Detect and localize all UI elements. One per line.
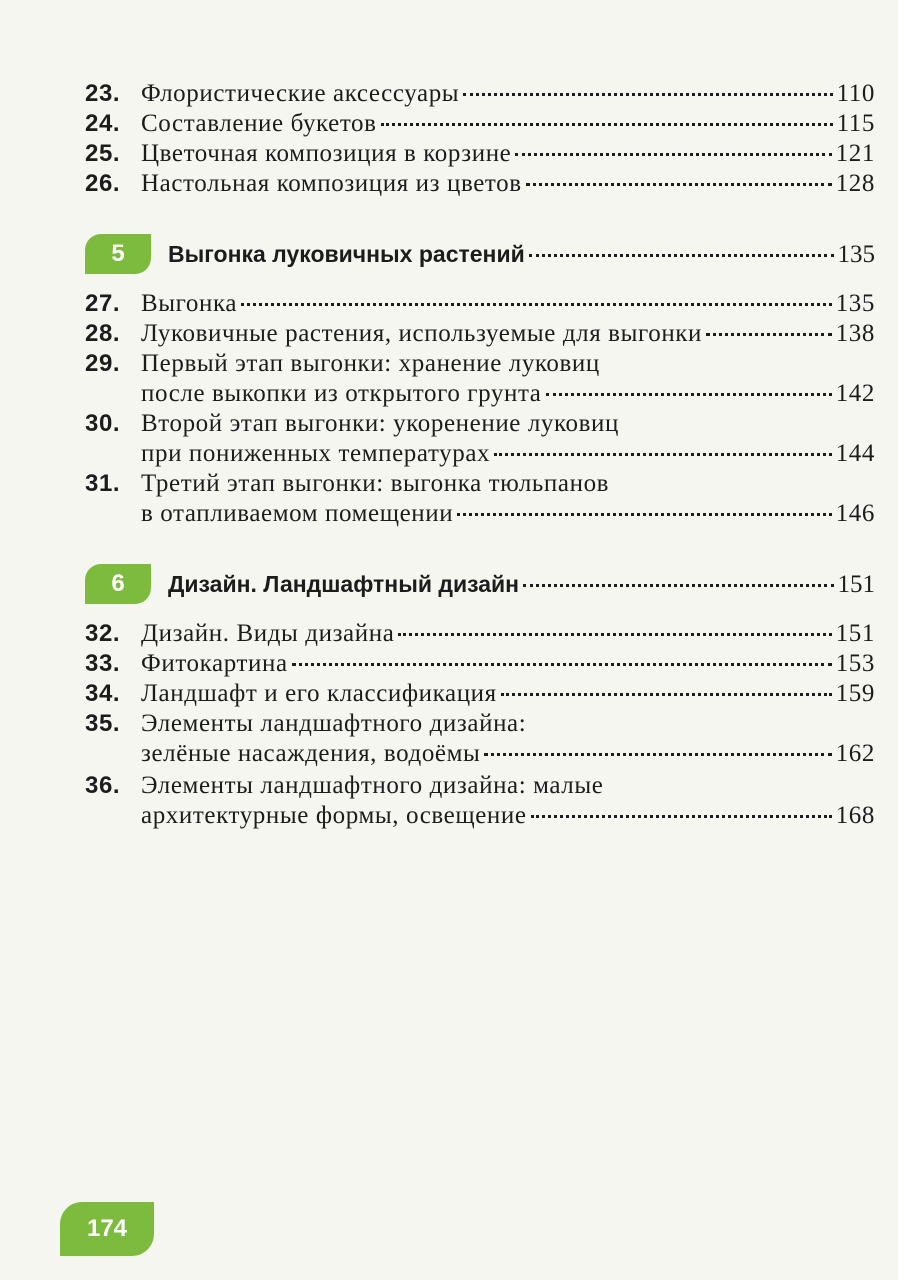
entry-page: 144 bbox=[835, 440, 875, 467]
entry-number: 28. bbox=[85, 320, 121, 347]
entry-title-line-1: Элементы ландшафтного дизайна: bbox=[141, 710, 527, 737]
entry-number: 24. bbox=[85, 110, 121, 137]
dot-leader bbox=[398, 633, 831, 636]
toc-entry-23[interactable] bbox=[85, 80, 875, 110]
entry-number: 32. bbox=[85, 620, 121, 647]
entry-title-line-2: при пониженных температурах bbox=[141, 440, 491, 467]
entry-number: 33. bbox=[85, 650, 121, 677]
section-title: Дизайн. Ландшафтный дизайн bbox=[168, 571, 520, 597]
entry-number: 36. bbox=[85, 772, 121, 799]
dot-leader bbox=[381, 123, 833, 126]
entry-title: Дизайн. Виды дизайна bbox=[141, 620, 395, 647]
section-5-heading[interactable] bbox=[168, 241, 875, 271]
dot-leader bbox=[484, 753, 831, 756]
entry-page: 159 bbox=[835, 680, 875, 707]
entry-title-line-1: Элементы ландшафтного дизайна: малые bbox=[141, 772, 604, 799]
entry-page: 151 bbox=[835, 620, 875, 647]
entry-title-line-2: зелёные насаждения, водоёмы bbox=[141, 740, 481, 767]
entry-number: 23. bbox=[85, 80, 121, 107]
entry-title: Настольная композиция из цветов bbox=[141, 170, 522, 197]
page-number: 174 bbox=[60, 1202, 154, 1256]
entry-number: 35. bbox=[85, 710, 121, 737]
toc-entry-36[interactable] bbox=[85, 772, 875, 832]
entry-page: 110 bbox=[836, 80, 875, 107]
dot-leader bbox=[463, 93, 832, 96]
entry-page: 146 bbox=[835, 500, 875, 527]
dot-leader bbox=[531, 815, 832, 818]
entry-page: 168 bbox=[835, 802, 875, 829]
dot-leader bbox=[457, 513, 831, 516]
entry-title: Составление букетов bbox=[141, 110, 377, 137]
entry-number: 34. bbox=[85, 680, 121, 707]
dot-leader bbox=[292, 663, 832, 666]
dot-leader bbox=[523, 584, 833, 587]
entry-title: Ландшафт и его классификация bbox=[141, 680, 497, 707]
toc-entry-24[interactable] bbox=[85, 110, 875, 140]
entry-page: 138 bbox=[835, 320, 875, 347]
entry-page: 162 bbox=[835, 740, 875, 767]
toc-entry-32[interactable] bbox=[85, 620, 875, 650]
section-page: 151 bbox=[837, 571, 875, 598]
toc-entry-28[interactable] bbox=[85, 320, 875, 350]
entry-page: 153 bbox=[835, 650, 875, 677]
entry-number: 30. bbox=[85, 410, 121, 437]
entry-number: 25. bbox=[85, 140, 121, 167]
entry-page: 115 bbox=[836, 110, 875, 137]
entry-page: 121 bbox=[835, 140, 875, 167]
toc-entry-35[interactable] bbox=[85, 710, 875, 770]
dot-leader bbox=[546, 393, 832, 396]
entry-number: 31. bbox=[85, 470, 121, 497]
entry-page: 142 bbox=[835, 380, 875, 407]
dot-leader bbox=[515, 153, 831, 156]
section-page: 135 bbox=[837, 241, 875, 268]
entry-title: Луковичные растения, используемые для выгонки bbox=[141, 320, 703, 347]
toc-entry-30[interactable] bbox=[85, 410, 875, 470]
entry-number: 29. bbox=[85, 350, 121, 377]
dot-leader bbox=[526, 183, 832, 186]
dot-leader bbox=[241, 303, 832, 306]
entry-title-line-2: в отапливаемом помещении bbox=[141, 500, 454, 527]
toc-entry-34[interactable] bbox=[85, 680, 875, 710]
dot-leader bbox=[529, 254, 834, 257]
entry-title-line-1: Третий этап выгонки: выгонка тюльпанов bbox=[141, 470, 610, 497]
toc-entry-33[interactable] bbox=[85, 650, 875, 680]
toc-entry-29[interactable] bbox=[85, 350, 875, 410]
toc-entry-27[interactable] bbox=[85, 290, 875, 320]
entry-page: 128 bbox=[835, 170, 875, 197]
dot-leader bbox=[501, 693, 832, 696]
section-6-heading[interactable] bbox=[168, 571, 875, 601]
toc-entry-26[interactable] bbox=[85, 170, 875, 200]
entry-title-line-2: архитектурные формы, освещение bbox=[141, 802, 527, 829]
section-6-badge: 6 bbox=[85, 564, 151, 604]
entry-number: 27. bbox=[85, 290, 121, 317]
section-title: Выгонка луковичных растений bbox=[168, 241, 525, 267]
entry-title-line-2: после выкопки из открытого грунта bbox=[141, 380, 542, 407]
toc-entry-25[interactable] bbox=[85, 140, 875, 170]
entry-title-line-1: Второй этап выгонки: укоренение луковиц bbox=[141, 410, 619, 437]
entry-number: 26. bbox=[85, 170, 121, 197]
dot-leader bbox=[706, 333, 832, 336]
entry-page: 135 bbox=[835, 290, 875, 317]
dot-leader bbox=[494, 453, 832, 456]
entry-title-line-1: Первый этап выгонки: хранение луковиц bbox=[141, 350, 600, 377]
entry-title: Флористические аксессуары bbox=[141, 80, 460, 107]
entry-title: Фитокартина bbox=[141, 650, 288, 677]
section-5-badge: 5 bbox=[85, 234, 151, 274]
entry-title: Цветочная композиция в корзине bbox=[141, 140, 512, 167]
toc-entry-31[interactable] bbox=[85, 470, 875, 530]
entry-title: Выгонка bbox=[141, 290, 238, 317]
